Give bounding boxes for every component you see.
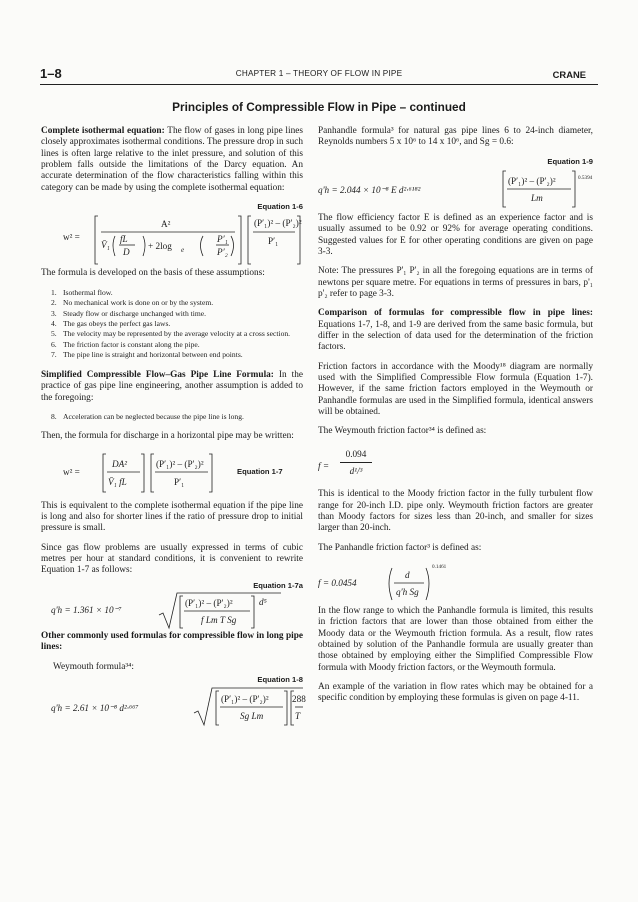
eq17-lhs: w² =: [63, 466, 80, 477]
eq-weymouth-f: f =: [318, 461, 330, 472]
svg-text:d⁵: d⁵: [259, 596, 267, 607]
paragraph-weymouth-friction: The Weymouth friction factor³⁴ is defined as:: [318, 426, 487, 437]
equation-1-7-label: Equation 1-7: [237, 466, 283, 476]
svg-text:d: d: [405, 570, 410, 581]
svg-text:fL: fL: [120, 234, 128, 245]
equation-1-7a: [41, 591, 303, 631]
paragraph-then: Then, the formula for discharge in a horizontal pipe may be written:: [41, 431, 294, 442]
text-simplified: In the practice of gas pipe line engineering, another assumption is added to the foregoing:: [41, 369, 303, 403]
left-column: [41, 126, 306, 727]
eq16-graphic: [41, 212, 303, 268]
svg-text:P′₂: P′₂: [217, 247, 228, 258]
heading-comparison: Comparison of formulas for compressible flow in pipe lines:: [318, 308, 593, 319]
heading-simplified: Simplified Compressible Flow–Gas Pipe Line Formula:: [41, 369, 274, 380]
list-item: 8. Acceleration can be neglected because the pipe line is long.: [51, 411, 244, 421]
paragraph-panhandle-friction: The Panhandle friction factor³ is defined as:: [318, 542, 482, 553]
page-number: 1–8: [40, 66, 62, 81]
equation-1-6: [41, 212, 303, 268]
svg-text:P′₁: P′₁: [217, 234, 228, 245]
right-column: [318, 126, 593, 713]
section-title: Principles of Compressible Flow in Pipe – continued: [172, 100, 466, 114]
paragraph-friction: Friction factors in accordance with the Moody¹⁸ diagram are normally used with the Simplified Compressible Flow formula (Equation 1-7). However, if the same friction factors employed in the Weymouth or Panhandle formulas are used in the Simplified formula, identical answers will be obtained.: [318, 361, 593, 417]
svg-text:+ 2log: + 2log: [148, 241, 172, 252]
svg-text:A²: A²: [161, 219, 171, 230]
paragraph-efficiency: The flow efficiency factor E is defined as an experience factor and is usually assumed to be 0.92 or 92% for average operating conditions. Suggested values for E for other operating conditions are given on page 3-3.: [318, 212, 593, 257]
paragraph-other-heading: Other commonly used formulas for compressible flow in long pipe lines:: [41, 630, 303, 653]
equation-1-7a-label: Equation 1-7a: [253, 580, 303, 590]
chapter-title: CHAPTER 1 – THEORY OF FLOW IN PIPE: [235, 69, 403, 78]
svg-text:Sg Lm: Sg Lm: [240, 711, 264, 722]
paragraph-isothermal: [41, 126, 303, 194]
svg-text:q′h Sg: q′h Sg: [396, 587, 419, 598]
brand-name: CRANE: [552, 69, 586, 80]
list-item: 4. The gas obeys the perfect gas laws.: [51, 319, 171, 328]
eq18-lhs: q'h = 2.61 × 10⁻⁸ d²·⁶⁶⁷: [51, 703, 139, 714]
list-item: 1. Isothermal flow.: [51, 287, 113, 297]
eq-panhandle-graphic: [318, 562, 593, 606]
svg-text:(P′₁)² – (P′₂)²: (P′₁)² – (P′₂)²: [221, 694, 269, 705]
equation-1-9-label: Equation 1-9: [547, 156, 593, 166]
equation-panhandle-friction: [318, 562, 593, 606]
eq-panhandle-exponent: 0.1461: [432, 564, 447, 571]
paragraph-weymouth-formula: Weymouth formula³⁴:: [53, 661, 134, 672]
eq19-lhs: q'h = 2.044 × 10⁻⁸ E d²·⁶¹⁸²: [318, 184, 421, 195]
paragraph-identical: This is identical to the Moody friction factor in the fully turbulent flow range for 20-inch I.D. pipe only. Weymouth friction factors are greater than Moody factors for sizes less than 20-inch, and smaller for sizes larger than 20-inch.: [318, 489, 593, 534]
paragraph-example: An example of the variation in flow rates which may be obtained for a specific condition by employing these formulas is given on page 4-11.: [318, 682, 593, 704]
text-isothermal: The flow of gases in long pipe lines closely approximates isothermal conditions. The pressure drop in such lines is often large relative to the inlet pressure, and solution of this problem falls outside the limitations of the Darcy equation. An accurate determination of the flow characteristics falling within this category can be made by using the complete isothermal equation:: [41, 126, 303, 193]
assumptions-list: [51, 288, 303, 360]
eq19-exponent: 0.5394: [578, 174, 593, 181]
svg-text:(P′₁)² – (P′₂)²: (P′₁)² – (P′₂)²: [185, 597, 233, 608]
svg-text:288: 288: [292, 694, 306, 705]
list-item: 2. No mechanical work is done on or by the system.: [51, 298, 214, 308]
eq-panhandle-lhs: f = 0.0454: [318, 578, 357, 589]
svg-text:(P′₁)² – (P′₂)²: (P′₁)² – (P′₂)²: [508, 175, 556, 186]
svg-text:(P′₁)² – (P′₂)²: (P′₁)² – (P′₂)²: [254, 218, 302, 229]
equation-1-8-label: Equation 1-8: [257, 674, 303, 684]
svg-text:T: T: [295, 711, 301, 722]
svg-text:V̄₁ fL: V̄₁ fL: [108, 476, 127, 487]
svg-text:e: e: [181, 246, 185, 255]
eq16-lhs: w² =: [63, 232, 80, 243]
heading-isothermal: Complete isothermal equation:: [41, 126, 165, 136]
equation-1-8: [41, 685, 306, 727]
paragraph-panhandle-formula: Panhandle formula³ for natural gas pipe lines 6 to 24-inch diameter, Reynolds numbers 5 x 10⁶ to 14 x 10⁶, and Sg = 0.6:: [318, 126, 593, 148]
list-item: 6. The friction factor is constant along the pipe.: [51, 339, 200, 349]
svg-text:P′₁: P′₁: [268, 236, 279, 247]
equation-1-7: [41, 451, 303, 495]
list-item: 7. The pipe line is straight and horizontal between end points.: [51, 350, 243, 360]
paragraph-assumptions-intro: The formula is developed on the basis of these assumptions:: [41, 268, 265, 279]
svg-text:D: D: [123, 247, 130, 258]
assumption-8-list: [51, 412, 303, 421]
paragraph-simplified: [41, 370, 303, 404]
svg-text:P′₁: P′₁: [174, 476, 185, 487]
list-item: 5. The velocity may be represented by the average velocity at a cross section.: [51, 329, 291, 339]
svg-text:V̄₁: V̄₁: [101, 240, 110, 251]
eq-weymouth-den: d¹/³: [349, 466, 363, 477]
paragraph-since: Since gas flow problems are usually expressed in terms of cubic metres per hour at standard conditions, it is convenient to rewrite Equation 1-7 as follows:: [41, 542, 303, 576]
eq17a-lhs: q'h = 1.361 × 10⁻⁷: [51, 604, 122, 615]
header-rule: [40, 84, 598, 85]
svg-text:DA²: DA²: [112, 458, 128, 469]
paragraph-comparison: [318, 308, 593, 353]
equation-1-6-label: Equation 1-6: [257, 201, 303, 211]
paragraph-flowrange: In the flow range to which the Panhandle formula is limited, this results in friction factors that are lower than those obtained from either the Moody data or the Weymouth friction formula. As a result, flow rates obtained by solution of the Panhandle formula are usually greater than those obtained by employing either the Simplified Compressible Flow formula with Moody friction factors, or the Weymouth formula.: [318, 606, 593, 673]
paragraph-equivalent: This is equivalent to the complete isothermal equation if the pipe line is long and also for shorter lines if the ratio of pressure drop to initial pressure is small.: [41, 500, 303, 534]
text-comparison: Equations 1-7, 1-8, and 1-9 are derived from the same basic formula, but differ in the selection of data used for the determination of the friction factors.: [318, 319, 593, 353]
eq-weymouth-num: 0.094: [345, 449, 367, 460]
eq-weymouth-bar: [340, 462, 372, 463]
equation-weymouth-friction: [318, 445, 593, 489]
paragraph-note: Note: The pressures P'₁ P'₂ in all the foregoing equations are in terms of newtons per square metre. For equations in terms of pressures in bars, p'₁ p'₂ refer to page 3-3.: [318, 266, 593, 299]
svg-text:(P′₁)² – (P′₂)²: (P′₁)² – (P′₂)²: [156, 458, 204, 469]
equation-1-9: [318, 167, 593, 209]
svg-text:f Lm T Sg: f Lm T Sg: [201, 614, 237, 625]
list-item: 3. Steady flow or discharge unchanged with time.: [51, 308, 207, 318]
svg-text:Lm: Lm: [531, 192, 543, 203]
